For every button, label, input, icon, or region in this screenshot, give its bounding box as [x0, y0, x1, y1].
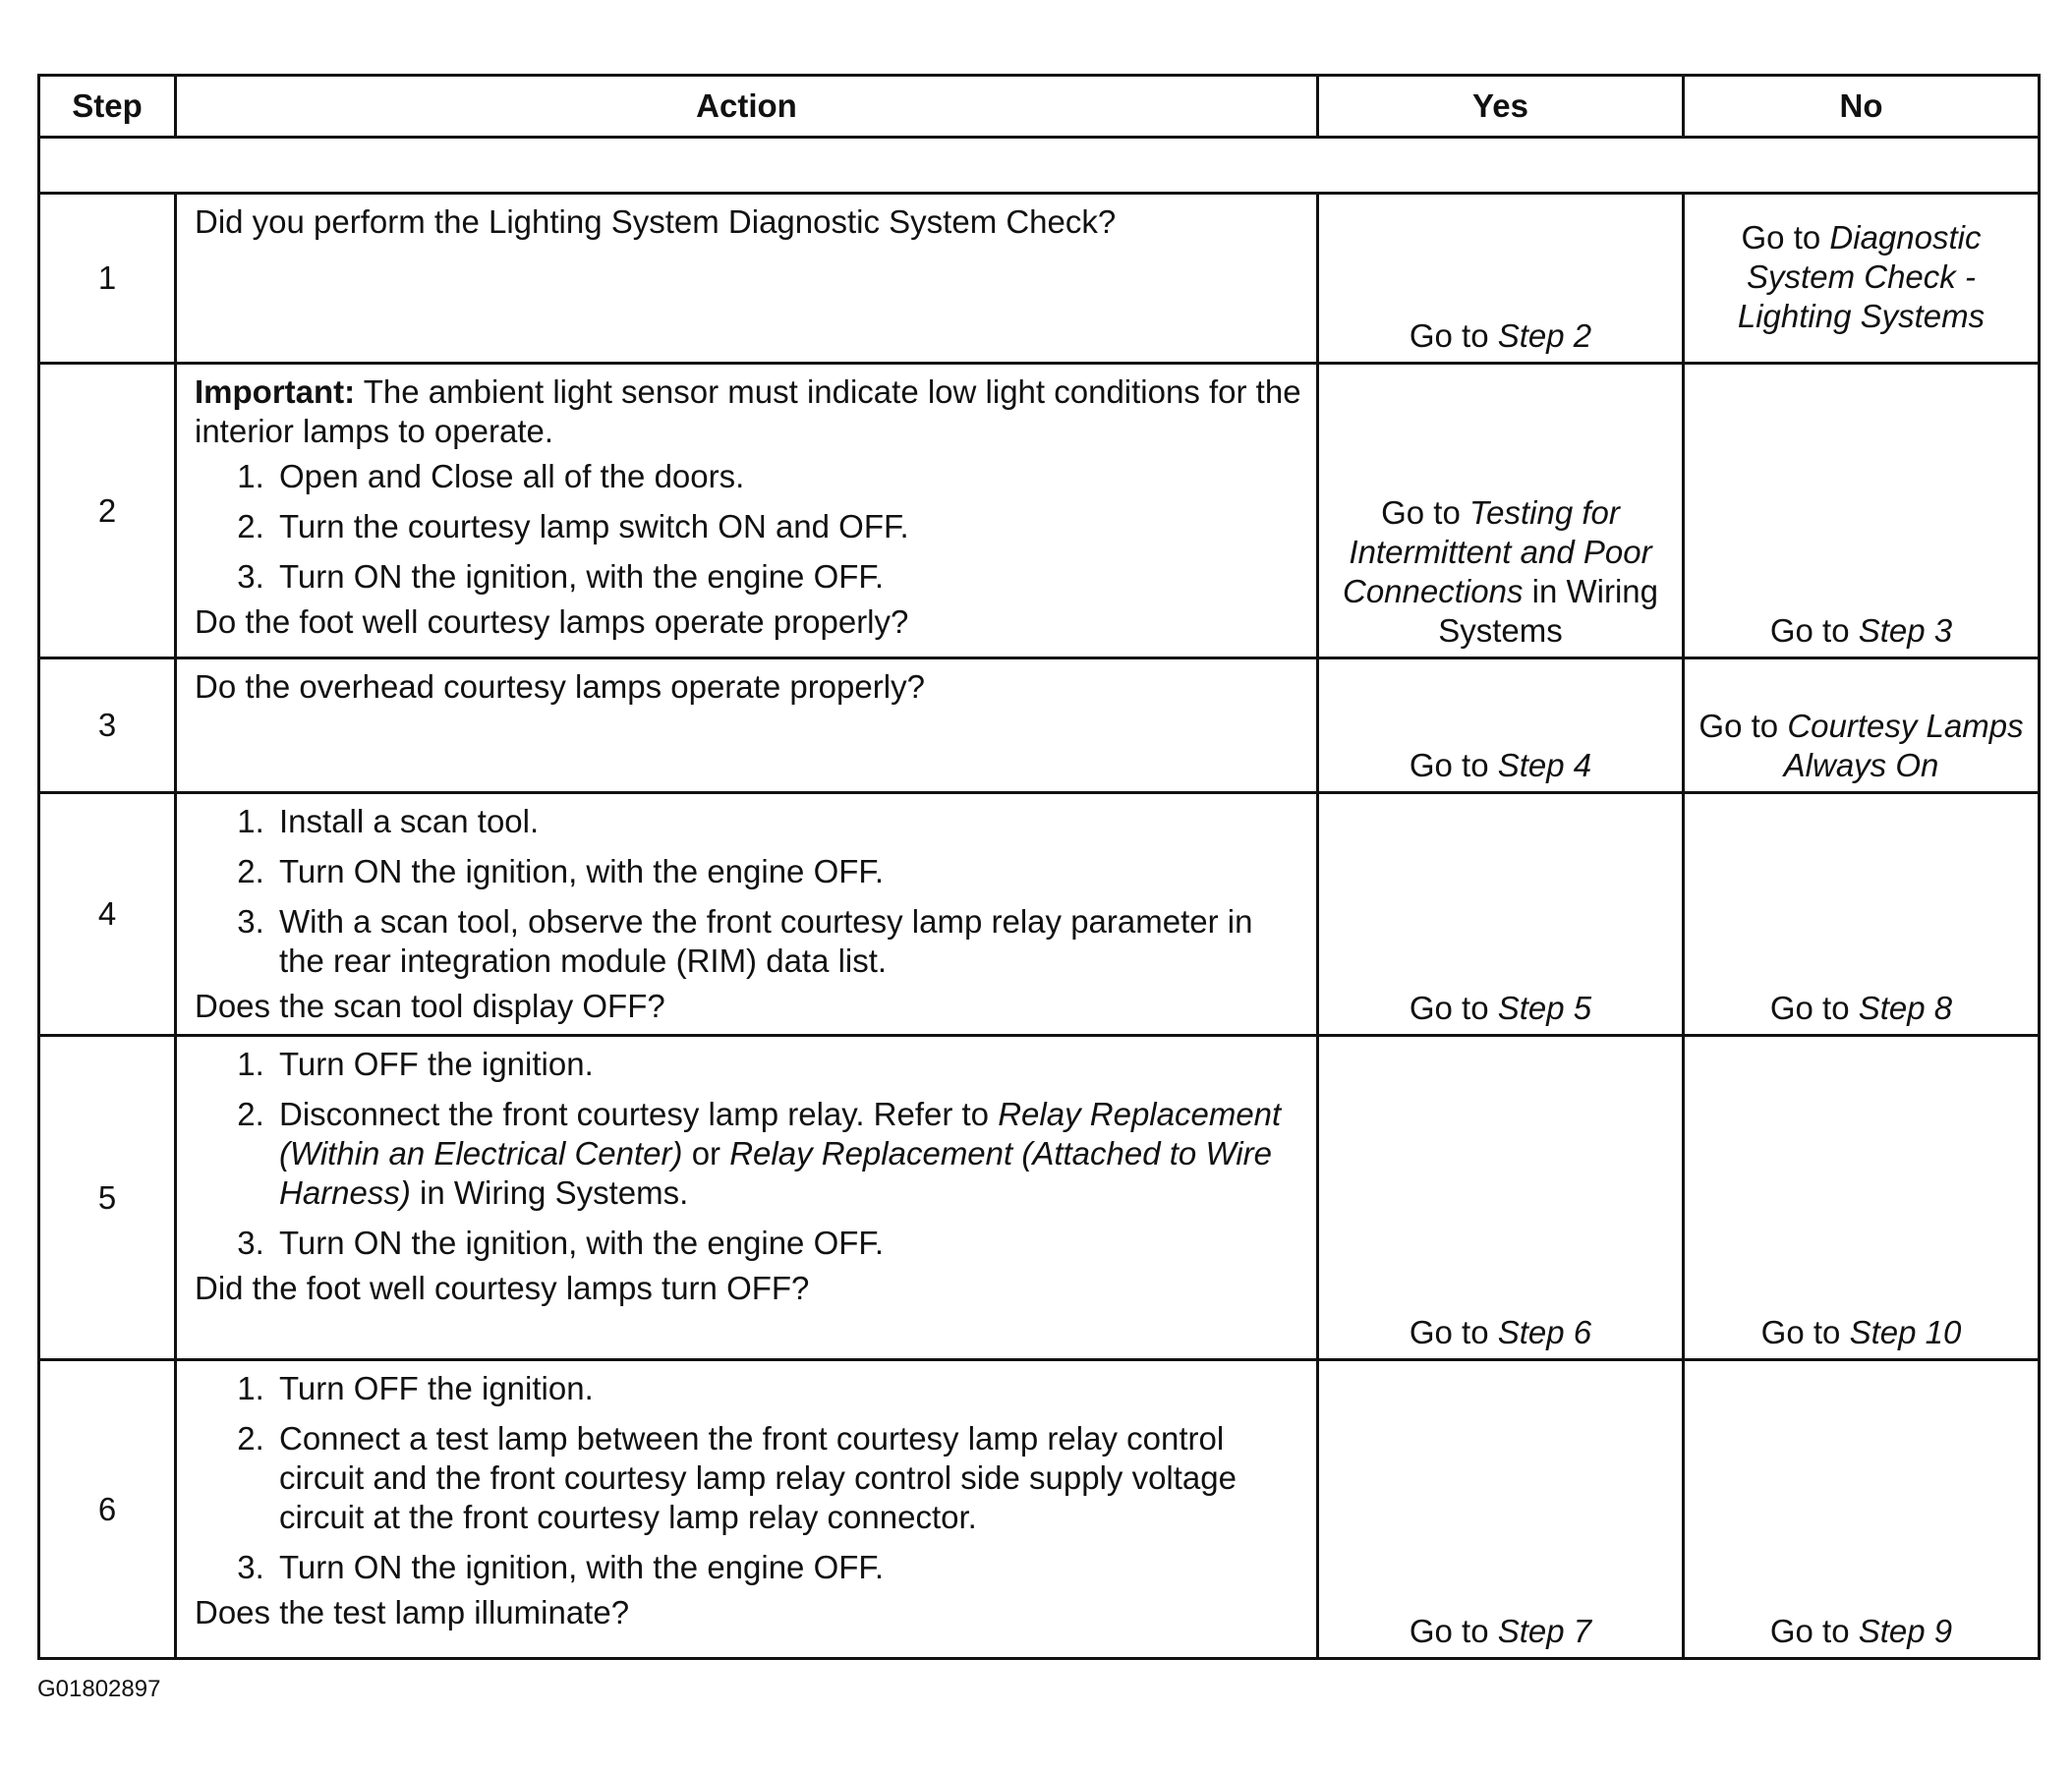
no-ref: Step 3 [1858, 612, 1953, 649]
table-row [39, 658, 2040, 793]
action-cell [176, 658, 1318, 793]
yes-prefix: Go to [1409, 990, 1489, 1026]
yes-cell [1318, 658, 1684, 793]
no-cell [1684, 658, 2040, 793]
no-prefix: Go to [1698, 708, 1779, 744]
action-cell [176, 793, 1318, 1036]
list-item: 3. With a scan tool, observe the front courtesy lamp relay parameter in the rear integration module (RIM) data list. [273, 902, 1302, 981]
question: Did you perform the Lighting System Diagnostic System Check? [195, 203, 1117, 240]
action-cell [176, 194, 1318, 364]
header-no: No [1684, 76, 2040, 138]
list-item: 2. Connect a test lamp between the front courtesy lamp relay control circuit and the front courtesy lamp relay control side supply voltage circuit at the front courtesy lamp relay connector. [273, 1419, 1302, 1537]
list-item: 2. Turn the courtesy lamp switch ON and OFF. [273, 507, 1302, 546]
yes-ref: Step 6 [1497, 1314, 1592, 1350]
table-row [39, 1036, 2040, 1360]
blank-cell [39, 138, 2040, 194]
no-prefix: Go to [1769, 990, 1850, 1026]
step-number: 5 [39, 1036, 176, 1360]
list-item: 2. Turn ON the ignition, with the engine OFF. [273, 852, 1302, 891]
yes-prefix: Go to [1409, 317, 1489, 354]
yes-ref: Testing for Intermittent and Poor Connections [1343, 494, 1652, 609]
no-cell [1684, 1360, 2040, 1659]
yes-prefix: Go to [1409, 1314, 1489, 1350]
question: Does the test lamp illuminate? [195, 1594, 630, 1630]
question: Does the scan tool display OFF? [195, 988, 665, 1024]
step-number: 6 [39, 1360, 176, 1659]
yes-cell [1318, 1360, 1684, 1659]
yes-ref: Step 7 [1497, 1613, 1592, 1649]
question: Do the overhead courtesy lamps operate properly? [195, 668, 925, 705]
no-ref: Step 8 [1858, 990, 1953, 1026]
no-cell [1684, 1036, 2040, 1360]
no-cell [1684, 194, 2040, 364]
important-text: The ambient light sensor must indicate low light conditions for the interior lamps to operate. [195, 373, 1301, 449]
step-number: 3 [39, 658, 176, 793]
list-item: 3. Turn ON the ignition, with the engine OFF. [273, 1548, 1302, 1587]
figure-id: G01802897 [37, 1676, 161, 1702]
relay-replacement-ref: Relay Replacement (Within an Electrical Center) [279, 1096, 1282, 1172]
action-cell [176, 1036, 1318, 1360]
item-text: Disconnect the front courtesy lamp relay. Refer to [279, 1096, 990, 1132]
yes-ref: Step 4 [1497, 747, 1592, 783]
list-item: 3. Turn ON the ignition, with the engine OFF. [273, 1224, 1302, 1263]
header-step: Step [39, 76, 176, 138]
no-ref: Step 10 [1849, 1314, 1962, 1350]
yes-prefix: Go to [1409, 747, 1489, 783]
no-ref: Diagnostic System Check - Lighting Systems [1737, 219, 1986, 334]
yes-suffix: in Wiring Systems [1438, 573, 1658, 649]
no-prefix: Go to [1760, 1314, 1841, 1350]
yes-cell [1318, 1036, 1684, 1360]
relay-replacement-ref: Relay Replacement (Attached to Wire Harness) [279, 1135, 1272, 1211]
action-cell [176, 364, 1318, 658]
item-text: or [691, 1135, 721, 1172]
table-header-row [39, 76, 2040, 138]
step-number: 2 [39, 364, 176, 658]
list-item: 1. Turn OFF the ignition. [273, 1369, 1302, 1408]
yes-prefix: Go to [1409, 1613, 1489, 1649]
yes-cell [1318, 793, 1684, 1036]
no-ref: Step 9 [1858, 1613, 1953, 1649]
list-item: 1. Open and Close all of the doors. [273, 457, 1302, 496]
table-row [39, 1360, 2040, 1659]
step-number: 1 [39, 194, 176, 364]
no-cell [1684, 793, 2040, 1036]
action-list [195, 1369, 1302, 1587]
important-note [195, 372, 1302, 451]
no-prefix: Go to [1741, 219, 1821, 256]
action-list [195, 457, 1302, 597]
header-yes: Yes [1318, 76, 1684, 138]
yes-cell [1318, 364, 1684, 658]
list-item: 1. Turn OFF the ignition. [273, 1045, 1302, 1084]
no-cell [1684, 364, 2040, 658]
table-row [39, 793, 2040, 1036]
yes-prefix: Go to [1381, 494, 1461, 531]
no-prefix: Go to [1769, 612, 1850, 649]
important-label: Important: [195, 373, 356, 410]
question: Did the foot well courtesy lamps turn OFF? [195, 1270, 810, 1306]
yes-ref: Step 5 [1497, 990, 1592, 1026]
yes-cell [1318, 194, 1684, 364]
list-item: 1. Install a scan tool. [273, 802, 1302, 841]
table-row [39, 194, 2040, 364]
step-number: 4 [39, 793, 176, 1036]
action-list [195, 802, 1302, 981]
action-cell [176, 1360, 1318, 1659]
table-row [39, 364, 2040, 658]
item-text: in Wiring Systems. [420, 1174, 689, 1211]
action-list [195, 1045, 1302, 1263]
list-item: 3. Turn ON the ignition, with the engine OFF. [273, 557, 1302, 597]
question: Do the foot well courtesy lamps operate properly? [195, 603, 909, 640]
header-action: Action [176, 76, 1318, 138]
no-ref: Courtesy Lamps Always On [1783, 708, 2024, 783]
diagnostic-table [37, 74, 2041, 1660]
yes-ref: Step 2 [1497, 317, 1592, 354]
no-prefix: Go to [1769, 1613, 1850, 1649]
blank-row [39, 138, 2040, 194]
list-item [273, 1095, 1302, 1213]
